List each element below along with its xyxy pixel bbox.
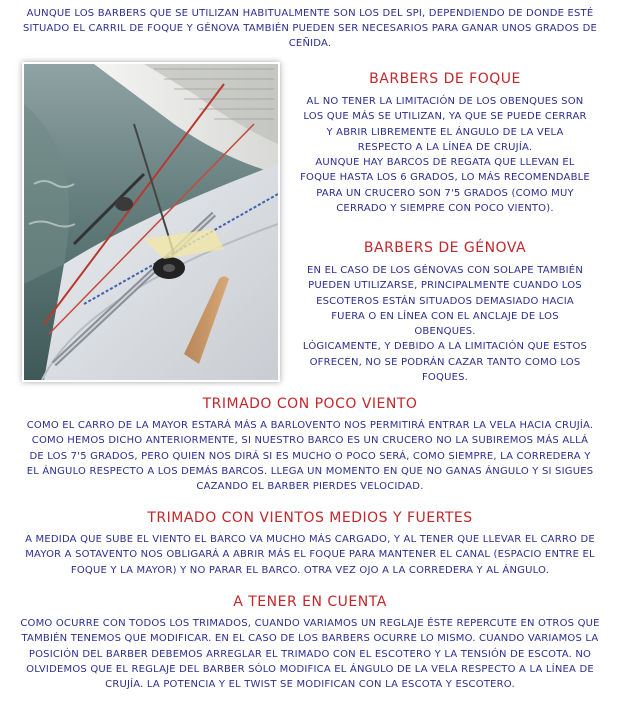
- section-text-vientos-medios: A MEDIDA QUE SUBE EL VIENTO EL BARCO VA MUCHO MÁS CARGADO, Y AL TENER QUE LLEVAR EL CARRO DE MAYOR A SOTAVENTO NOS OBLIGARÁ A ABRIR MÁS EL FOQUE PARA MANTENER EL CANAL (ESPACIO ENTRE EL FOQUE Y LA MAYOR) Y NO PARAR EL BARCO. OTRA VEZ OJO A LA CORREDERA Y AL ÁNGULO.: [25, 534, 595, 576]
- section-title-a-tener-en-cuenta: A TENER EN CUENTA: [233, 594, 387, 610]
- section-text-poco-viento: COMO EL CARRO DE LA MAYOR ESTARÁ MÁS A BARLOVENTO NOS PERMITIRÁ ENTRAR LA VELA HACIA CRUJÍA. COMO HEMOS DICHO ANTERIORMENTE, SI NUESTRO BARCO ES UN CRUCERO NO LA SUBIREMOS MÁS ALLÁ DE LOS 7'5 GRADOS, PERO QUIEN NOS DIRÁ SI ES MUCHO O POCO SERÁ, COMO SIEMPRE, LA CORREDERA Y EL ÁNGULO RESPECTO A LOS DEMÁS BARCOS. LLEGA UN MOMENTO EN QUE NO GANAS ÁNGULO Y SI SIGUES CAZANDO EL BARBER PIERDES VELOCIDAD.: [26, 420, 594, 493]
- photo-illustration: [24, 64, 278, 380]
- genova-paragraph-2: LÓGICAMENTE, Y DEBIDO A LA LIMITACIÓN QUE ESTOS OFRECEN, NO SE PODRÁN CAZAR TANTO COMO LOS FOQUES.: [302, 341, 588, 384]
- genova-paragraph-1: EN EL CASO DE LOS GÉNOVAS CON SOLAPE TAMBIÉN PUEDEN UTILIZARSE, PRINCIPALMENTE CUANDO LOS ESCOTEROS ESTÁN SITUADOS DEMASIADO HACIA FUERA O EN LÍNEA CON EL ANCLAJE DE LOS OBENQUES.: [307, 265, 583, 338]
- section-title-poco-viento: TRIMADO CON POCO VIENTO: [202, 396, 418, 412]
- intro-paragraph: AUNQUE LOS BARBERS QUE SE UTILIZAN HABITUALMENTE SON LOS DEL SPI, DEPENDIENDO DE DONDE ESTÉ SITUADO EL CARRIL DE FOQUE Y GÉNOVA TAMBIÉN PUEDEN SER NECESARIOS PARA GANAR UNOS GRADOS DE CEÑIDA.: [22, 8, 598, 49]
- section-text-a-tener-en-cuenta: COMO OCURRE CON TODOS LOS TRIMADOS, CUANDO VARIAMOS UN REGLAJE ÉSTE REPERCUTE EN OTROS QUE TAMBIÉN TENEMOS QUE MODIFICAR. EN EL CASO DE LOS BARBERS OCURRE LO MISMO. CUANDO VARIAMOS LA POSICIÓN DEL BARBER DEBEMOS ARREGLAR EL TRIMADO CON EL ESCOTERO Y LA TENSIÓN DE ESCOTA. NO OLVIDEMOS QUE EL REGLAJE DEL BARBER SÓLO MODIFICA EL ÁNGULO DE LA VELA RESPECTO A LA LÍNEA DE CRUJÍA. LA POTENCIA Y EL TWIST SE MODIFICAN CON LA ESCOTA Y ESCOTERO.: [20, 618, 600, 691]
- section-text-barbers-foque: [300, 94, 590, 216]
- section-text-barbers-genova: [300, 263, 590, 385]
- section-title-barbers-genova: BARBERS DE GÉNOVA: [363, 240, 527, 256]
- foque-paragraph-1: AL NO TENER LA LIMITACIÓN DE LOS OBENQUES SON LOS QUE MÁS SE UTILIZAN, YA QUE SE PUEDE CERRAR Y ABRIR LIBREMENTE EL ÁNGULO DE LA VELA RESPECTO A LA LÍNEA DE CRUJÍA.: [303, 96, 587, 153]
- foque-paragraph-2: AUNQUE HAY BARCOS DE REGATA QUE LLEVAN EL FOQUE HASTA LOS 6 GRADOS, LO MÁS RECOMENDABLE PARA UN CRUCERO SON 7'5 GRADOS (COMO MUY CERRADO Y SIEMPRE CON POCO VIENTO).: [300, 157, 590, 215]
- section-title-barbers-foque: BARBERS DE FOQUE: [369, 71, 521, 87]
- section-title-vientos-medios: TRIMADO CON VIENTOS MEDIOS Y FUERTES: [147, 510, 473, 526]
- sailboat-deck-photo: [24, 64, 278, 380]
